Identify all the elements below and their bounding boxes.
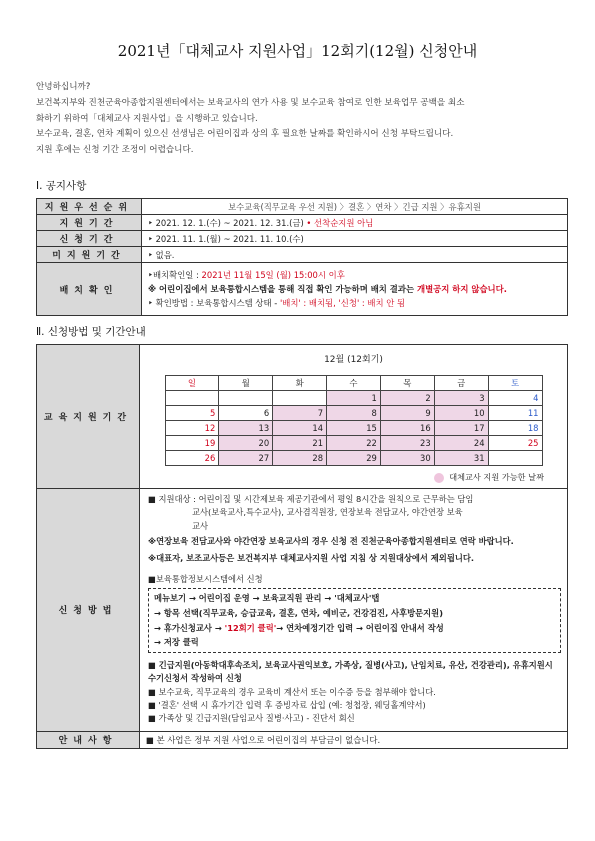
date-cell: 23 bbox=[380, 436, 434, 451]
note-excluded: ※대표자, 보조교사등은 보건복지부 대체교사지원 사업 지침 상 지원대상에서 제외됩니다. bbox=[148, 552, 475, 563]
calendar-week bbox=[165, 451, 542, 466]
date-cell: 10 bbox=[434, 406, 488, 421]
calendar-week bbox=[165, 406, 542, 421]
calendar-legend bbox=[141, 466, 566, 487]
date-cell bbox=[219, 391, 273, 406]
legend-text: 대체교사 지원 가능한 날짜 bbox=[449, 472, 544, 482]
date-cell: 8 bbox=[327, 406, 381, 421]
date-cell: 13 bbox=[219, 421, 273, 436]
date-cell: 2 bbox=[380, 391, 434, 406]
page-title: 2021년「대체교사 지원사업」12회기(12월) 신청안내 bbox=[117, 42, 478, 60]
day-header: 목 bbox=[380, 376, 434, 391]
nosupport-value: ‣ 없음. bbox=[142, 247, 568, 263]
date-cell: 14 bbox=[273, 421, 327, 436]
section-heading-notice: Ⅰ. 공지사항 bbox=[36, 180, 87, 192]
calendar-header bbox=[165, 376, 542, 391]
confirm-text: ‣ 확인방법 : 보육통합시스템 상태 - bbox=[148, 298, 280, 308]
confirm-line bbox=[148, 296, 561, 310]
date-cell: 25 bbox=[488, 436, 542, 451]
period-value: ‣ 2021. 12. 1.(수) ~ 2021. 12. 31.(금) bbox=[148, 217, 304, 228]
day-header: 수 bbox=[327, 376, 381, 391]
period-cell bbox=[142, 215, 568, 231]
confirm-text: ※ 어린이집에서 보육통합시스템을 통해 직접 확인 가능하며 배치 결과는 bbox=[148, 284, 417, 294]
period-note: • 선착순지원 아님 bbox=[306, 217, 374, 228]
system-heading: ■보육통합정보시스템에서 신청 bbox=[148, 574, 263, 585]
bullet-family: ■ 가족상 및 긴급지원(담임교사 질병·사고) - 진단서 회신 bbox=[148, 713, 355, 724]
edu-label: 교육지원기간 bbox=[37, 345, 140, 489]
period-label: 지원기간 bbox=[37, 215, 142, 231]
priority-value: 보수교육(직무교육 우선 지원) 〉결혼 〉연차 〉긴급 지원 〉유휴지원 bbox=[142, 199, 568, 215]
bullet-edu: ■ 보수교육, 직무교육의 경우 교육비 계산서 또는 이수증 등을 첨부해야 합니다. bbox=[148, 686, 436, 697]
calendar bbox=[165, 375, 543, 466]
date-cell: 24 bbox=[434, 436, 488, 451]
date-cell: 29 bbox=[327, 451, 381, 466]
date-cell bbox=[273, 391, 327, 406]
steps-box bbox=[148, 588, 561, 652]
day-header: 월 bbox=[219, 376, 273, 391]
date-cell bbox=[165, 391, 219, 406]
date-cell: 28 bbox=[273, 451, 327, 466]
confirm-date: 2021년 11월 15일 (월) 15:00시 이후 bbox=[201, 270, 345, 280]
date-cell: 16 bbox=[380, 421, 434, 436]
calendar-week bbox=[165, 421, 542, 436]
date-cell: 20 bbox=[219, 436, 273, 451]
date-cell: 9 bbox=[380, 406, 434, 421]
date-cell: 15 bbox=[327, 421, 381, 436]
bullet-marriage: ■ '결혼' 선택 시 휴가기간 입력 후 증빙자료 삽입 (예: 청첩장, 웨딩홀계약서) bbox=[148, 700, 426, 711]
step-line: 메뉴보기 → 어린이집 운영 → 보육교직원 관리 → '대체교사'탭 bbox=[154, 593, 380, 604]
day-header: 토 bbox=[488, 376, 542, 391]
day-header: 일 bbox=[165, 376, 219, 391]
calendar-week bbox=[165, 391, 542, 406]
target-line: 교사 bbox=[192, 520, 209, 531]
notice-table bbox=[36, 198, 568, 316]
table-row bbox=[37, 247, 568, 263]
date-cell: 26 bbox=[165, 451, 219, 466]
date-cell: 17 bbox=[434, 421, 488, 436]
guide-text: ■ 본 사업은 정부 지원 사업으로 어린이집의 부담금이 없습니다. bbox=[140, 731, 568, 748]
calendar-cell bbox=[140, 345, 568, 489]
date-cell: 27 bbox=[219, 451, 273, 466]
section-heading-method: Ⅱ. 신청방법 및 기간안내 bbox=[36, 326, 146, 338]
day-header: 화 bbox=[273, 376, 327, 391]
confirm-label: 배치확인 bbox=[37, 263, 142, 316]
intro-line: 지원 후에는 신청 기간 조정이 어렵습니다. bbox=[36, 145, 194, 156]
confirm-line bbox=[148, 282, 561, 296]
step-line: → 항목 선택(직무교육, 승급교육, 결혼, 연차, 예비군, 건강검진, 사후방문지원) bbox=[154, 608, 443, 619]
note-extended: ※연장보육 전담교사와 야간연장 보육교사의 경우 신청 전 진천군육아종합지원센터로 연락 바랍니다. bbox=[148, 536, 514, 547]
date-cell: 30 bbox=[380, 451, 434, 466]
date-cell: 11 bbox=[488, 406, 542, 421]
step-line: → 저장 클릭 bbox=[154, 637, 199, 648]
date-cell: 21 bbox=[273, 436, 327, 451]
date-cell: 12 bbox=[165, 421, 219, 436]
date-cell: 1 bbox=[327, 391, 381, 406]
step-line bbox=[154, 621, 555, 636]
date-cell: 4 bbox=[488, 391, 542, 406]
method-label: 신청방법 bbox=[37, 489, 140, 732]
intro-line: 안녕하십니까? bbox=[36, 82, 91, 92]
table-row bbox=[37, 231, 568, 247]
date-cell: 19 bbox=[165, 436, 219, 451]
table-row bbox=[37, 489, 568, 732]
date-cell: 3 bbox=[434, 391, 488, 406]
legend-dot-icon bbox=[434, 473, 444, 483]
confirm-warning: 개별공지 하지 않습니다. bbox=[417, 284, 507, 294]
method-table bbox=[36, 344, 568, 749]
step-highlight: '12회기 클릭' bbox=[224, 622, 277, 633]
date-cell: 22 bbox=[327, 436, 381, 451]
priority-label: 지원우선순위 bbox=[37, 199, 142, 215]
intro-text bbox=[36, 80, 568, 159]
confirm-cell bbox=[142, 263, 568, 316]
table-row bbox=[37, 215, 568, 231]
target-line: ■ 지원대상 : 어린이집 및 시간제보육 제공기관에서 평일 8시간을 원칙으로 근무하는 담임 bbox=[148, 494, 474, 504]
apply-value: ‣ 2021. 11. 1.(월) ~ 2021. 11. 10.(수) bbox=[142, 231, 568, 247]
date-cell: 7 bbox=[273, 406, 327, 421]
method-cell bbox=[140, 489, 568, 732]
confirm-line bbox=[148, 268, 561, 282]
step-text: → 휴가신청교사 → bbox=[154, 622, 225, 633]
calendar-title: 12월 (12회기) bbox=[324, 355, 383, 365]
date-cell: 31 bbox=[434, 451, 488, 466]
calendar-week bbox=[165, 436, 542, 451]
date-cell: 6 bbox=[219, 406, 273, 421]
date-cell bbox=[488, 451, 542, 466]
table-row bbox=[37, 199, 568, 215]
nosupport-label: 미지원기간 bbox=[37, 247, 142, 263]
intro-line: 화하기 위하여「대체교사 지원사업」을 시행하고 있습니다. bbox=[36, 113, 258, 124]
confirm-status: '배치' : 배치됨, '신청' : 배치 안 됨 bbox=[279, 298, 406, 308]
intro-line: 보건복지부와 진천군육아종합지원센터에서는 보육교사의 연가 사용 및 보수교육 참여로 인한 보육업무 공백을 최소 bbox=[36, 97, 465, 108]
table-row bbox=[37, 345, 568, 489]
confirm-text: ‣배치확인일 : bbox=[148, 270, 202, 280]
intro-line: 보수교육, 결혼, 연차 계획이 있으신 선생님은 어린이집과 상의 후 필요한 날짜를 확인하시어 신청 부탁드립니다. bbox=[36, 129, 454, 140]
table-row bbox=[37, 263, 568, 316]
table-row bbox=[37, 731, 568, 748]
bullet-emergency: ■ 긴급지원(아동학대후속조치, 보육교사권익보호, 가족상, 질병(사고), 난임치료, 유산, 건강관리), 유휴지원시 수기신청서 작성하여 신청 bbox=[148, 659, 553, 684]
guide-label: 안내사항 bbox=[37, 731, 140, 748]
apply-label: 신청기간 bbox=[37, 231, 142, 247]
date-cell: 18 bbox=[488, 421, 542, 436]
date-cell: 5 bbox=[165, 406, 219, 421]
day-header: 금 bbox=[434, 376, 488, 391]
step-text: → 연차예정기간 입력 → 어린이집 안내서 작성 bbox=[276, 622, 444, 633]
target-line: 교사(보육교사,특수교사), 교사겸직원장, 연장보육 전담교사, 야간연장 보육 bbox=[192, 507, 463, 518]
